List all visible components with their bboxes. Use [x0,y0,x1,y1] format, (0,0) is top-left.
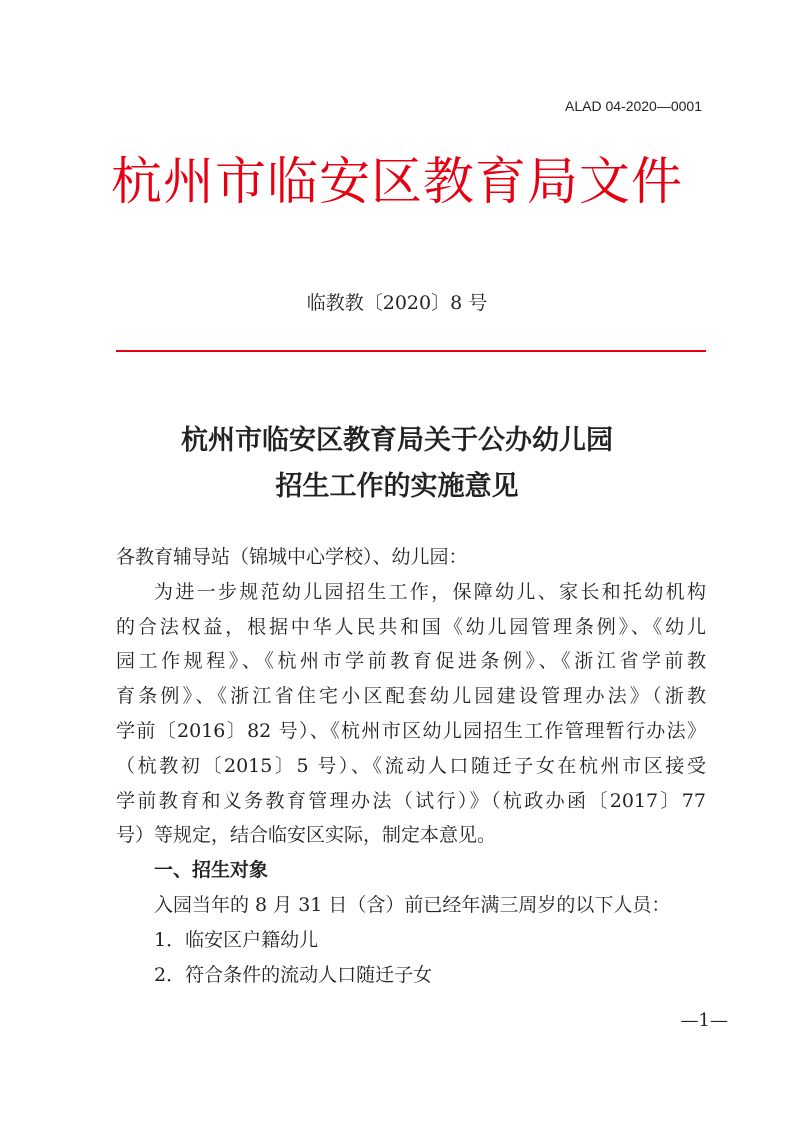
paragraph-line: 的合法权益，根据中华人民共和国《幼儿园管理条例》、《幼儿 [116,615,706,638]
list-item: 2．符合条件的流动人口随迁子女 [154,963,433,986]
paragraph-line: （杭教初〔2015〕5 号）、《流动人口随迁子女在杭州市区接受 [116,754,706,777]
document-body [116,540,706,992]
section-intro: 入园当年的 8 月 31 日（含）前已经年满三周岁的以下人员： [154,893,671,916]
document-title [0,418,794,510]
section-heading: 一、招生对象 [154,859,269,882]
document-title-line-1: 杭州市临安区教育局关于公办幼儿园 [181,425,613,456]
paragraph-line: 号）等规定，结合临安区实际，制定本意见。 [116,824,497,847]
list-item: 1．临安区户籍幼儿 [154,928,319,951]
document-code: ALAD 04-2020—0001 [565,98,702,114]
paragraph-line: 为进一步规范幼儿园招生工作，保障幼儿、家长和托幼机构 [154,580,706,603]
paragraph-line: 育条例》、《浙江省住宅小区配套幼儿园建设管理办法》（浙教 [116,685,706,708]
salutation: 各教育辅导站（锦城中心学校）、幼儿园： [116,546,468,568]
paragraph-line: 学前教育和义务教育管理办法（试行）》（杭政办函〔2017〕77 [116,789,706,812]
document-issue-number: 临教教〔2020〕8 号 [306,292,488,314]
red-divider-line [116,350,706,352]
document-title-line-2: 招生工作的实施意见 [275,471,519,502]
paragraph-line: 园工作规程》、《杭州市学前教育促进条例》、《浙江省学前教 [116,650,706,673]
paragraph-line: 学前〔2016〕82 号）、《杭州市区幼儿园招生工作管理暂行办法》 [116,719,706,742]
issuing-authority-header: 杭州市临安区教育局文件 [110,153,683,212]
page-number: —1— [680,1010,728,1031]
